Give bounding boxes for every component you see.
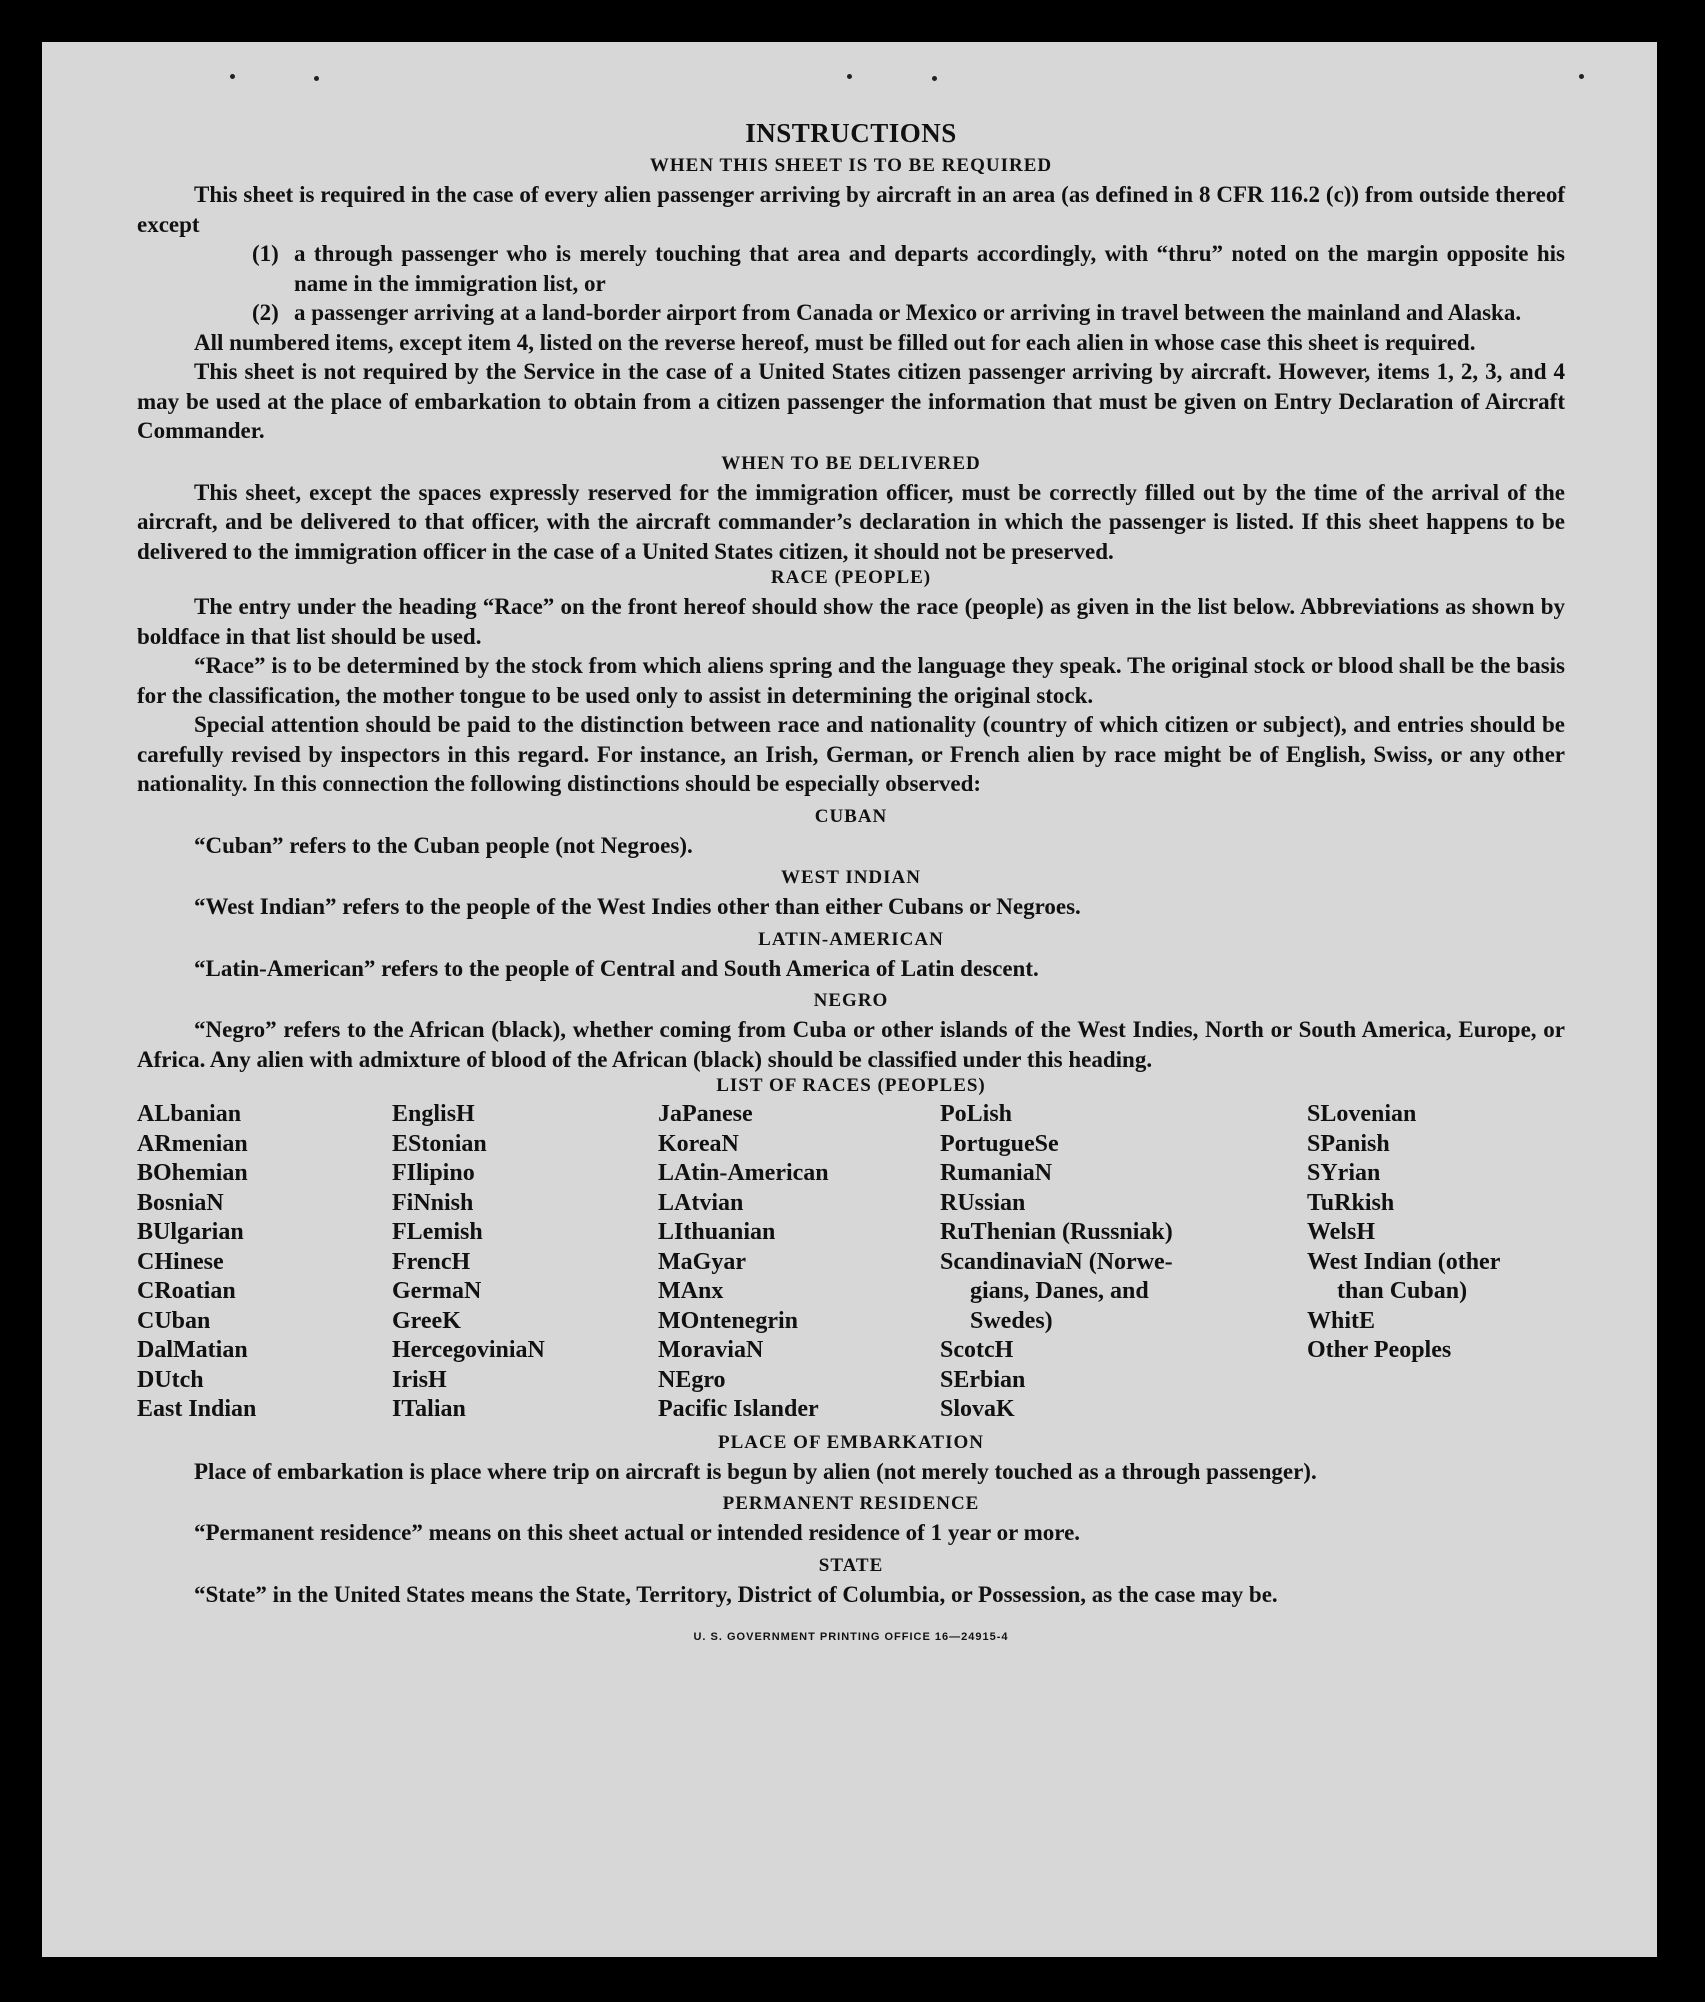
race-column [658,1100,940,1425]
race-entry: BosniaN [137,1189,224,1216]
list-item [252,239,1565,298]
race-entry: RuThenian (Russniak) [940,1219,1173,1245]
race-entry: FiNnish [392,1189,474,1216]
paragraph: Place of embarkation is place where trip on aircraft is begun by alien (not merely touched as a through passenger). [194,1458,1317,1484]
race-entry: FLemish [392,1219,483,1245]
section-heading: CUBAN [814,805,888,827]
race-entry: HercegoviniaN [392,1337,545,1363]
race-entry: SPanish [1307,1130,1390,1157]
paragraph: The entry under the heading “Race” on the front hereof should show the race (people) as given in the list below. Abbreviations as shown by boldface in that list should be used. [137,594,1565,649]
race-entry: MAnx [658,1278,724,1304]
race-entry: RUssian [940,1189,1026,1216]
section-heading: NEGRO [813,990,889,1011]
paragraph: “Negro” refers to the African (black), whether coming from Cuba or other islands of the West Indies, North or South America, Europe, or Africa. Any alien with admixture of blood of the African (black) should be classified under this heading. [137,1017,1565,1072]
paragraph: “West Indian” refers to the people of the West Indies other than either Cubans or Negroes. [194,894,1081,919]
race-entry: SErbian [940,1366,1026,1393]
race-entry: BUlgarian [137,1219,244,1245]
race-entry: FrencH [392,1248,471,1275]
race-entry: ALbanian [137,1101,242,1127]
race-entry: LAtin-American [658,1160,829,1186]
hole-punch-mark [1579,74,1584,79]
section-heading: PERMANENT RESIDENCE [722,1493,980,1514]
section-heading: WHEN TO BE DELIVERED [721,452,981,474]
race-entry: DUtch [137,1366,204,1393]
race-column [392,1100,658,1425]
race-entry: KoreaN [658,1130,739,1157]
race-entry: FIlipino [392,1160,475,1186]
race-entry: EStonian [392,1130,487,1157]
section-heading: WEST INDIAN [781,867,921,888]
race-entry: than Cuban) [1337,1278,1468,1304]
section-heading: WHEN THIS SHEET IS TO BE REQUIRED [649,155,1053,176]
race-entry: CUban [137,1307,211,1334]
hole-punch-mark [230,74,235,79]
paragraph: This sheet is not required by the Service in the case of a United States citizen passenger arriving by aircraft. However, items 1, 2, 3, and 4 may be used at the place of embarkation to obtain from a citizen passenger the information that must be given on Entry Declaration of Aircraft Commander. [137,359,1565,443]
race-entry: RumaniaN [940,1160,1053,1186]
hole-punch-mark [932,76,937,81]
race-column [137,1100,392,1425]
section-heading: PLACE OF EMBARKATION [718,1431,984,1453]
document-page [42,42,1657,1957]
hole-punch-mark [847,74,852,79]
paragraph: This sheet is required in the case of every alien passenger arriving by aircraft in an area (as defined in 8 CFR 116.2 (c)) from outside thereof except [137,182,1565,237]
race-column [940,1100,1307,1425]
race-entry: East Indian [137,1396,257,1422]
race-entry: GermaN [392,1278,482,1304]
list-item [252,298,1565,328]
race-entry: ARmenian [137,1130,248,1157]
race-entry: PoLish [940,1101,1013,1127]
paragraph: Special attention should be paid to the distinction between race and nationality (country of which citizen or subject), and entries should be carefully revised by inspectors in this regard. For instance, an Irish, German, or French alien by race might be of English, Swiss, or any other nationality. In this connection the following distinctions should be especially observed: [137,712,1565,796]
printing-office-footer: U. S. GOVERNMENT PRINTING OFFICE 16—24915-4 [693,1631,1009,1643]
item-number: (1) [252,241,279,266]
race-entry: SYrian [1307,1160,1381,1186]
race-entry: DalMatian [137,1337,248,1363]
paragraph: “Race” is to be determined by the stock from which aliens spring and the language they speak. The original stock or blood shall be the basis for the classification, the mother tongue to be used only to assist in determining the original stock. [137,653,1565,708]
race-entry: CRoatian [137,1278,236,1304]
race-list [137,1100,1565,1425]
section-heading: STATE [818,1554,884,1576]
race-entry: WhitE [1307,1307,1376,1334]
race-entry: LAtvian [658,1189,744,1216]
race-entry: PortugueSe [940,1130,1059,1157]
race-entry: TuRkish [1307,1189,1395,1216]
race-entry: IrisH [392,1366,447,1393]
race-entry: ScandinaviaN (Norwe- [940,1248,1173,1275]
race-entry: SlovaK [940,1396,1015,1422]
race-entry: GreeK [392,1307,461,1334]
paragraph: “State” in the United States means the State, Territory, District of Columbia, or Possession, as the case may be. [194,1581,1278,1607]
race-entry: LIthuanian [658,1219,776,1245]
section-heading: LATIN-AMERICAN [758,928,944,950]
section-heading: RACE (PEOPLE) [770,567,932,588]
item-text: a passenger arriving at a land-border airport from Canada or Mexico or arriving in travel between the mainland and Alaska. [294,300,1522,325]
race-entry: Swedes) [970,1307,1053,1334]
race-entry: Other Peoples [1307,1337,1452,1363]
race-entry: SLovenian [1307,1101,1417,1127]
race-entry: gians, Danes, and [970,1278,1149,1304]
race-entry: ScotcH [940,1337,1014,1363]
race-column [1307,1100,1567,1425]
paragraph: “Permanent residence” means on this sheet actual or intended residence of 1 year or more. [194,1520,1081,1545]
instructions-content [137,118,1565,1653]
race-entry: West Indian (other [1307,1248,1501,1275]
race-entry: JaPanese [658,1101,753,1127]
race-entry: Pacific Islander [658,1396,819,1422]
item-text: a through passenger who is merely touching that area and departs accordingly, with “thru” noted on the margin opposite his name in the immigration list, or [294,241,1565,296]
race-entry: MaGyar [658,1248,746,1275]
race-entry: CHinese [137,1248,224,1275]
item-number: (2) [252,300,279,325]
page-title: INSTRUCTIONS [745,118,957,148]
paragraph: “Cuban” refers to the Cuban people (not Negroes). [194,832,693,858]
race-entry: NEgro [658,1366,726,1393]
race-entry: ITalian [392,1396,466,1422]
race-entry: WelsH [1307,1219,1376,1245]
race-entry: BOhemian [137,1160,248,1186]
section-heading: LIST OF RACES (PEOPLES) [716,1075,986,1096]
race-entry: MOntenegrin [658,1307,798,1334]
paragraph: “Latin-American” refers to the people of Central and South America of Latin descent. [194,955,1039,981]
race-entry: MoraviaN [658,1337,764,1363]
hole-punch-mark [314,76,319,81]
paragraph: This sheet, except the spaces expressly reserved for the immigration officer, must be correctly filled out by the time of the arrival of the aircraft, and be delivered to that officer, with the aircraft commander’s declaration in which the passenger is listed. If this sheet happens to be delivered to the immigration officer in the case of a United States citizen, it should not be preserved. [137,479,1565,564]
race-entry: EnglisH [392,1101,475,1127]
paragraph: All numbered items, except item 4, listed on the reverse hereof, must be filled out for each alien in whose case this sheet is required. [194,329,1476,355]
